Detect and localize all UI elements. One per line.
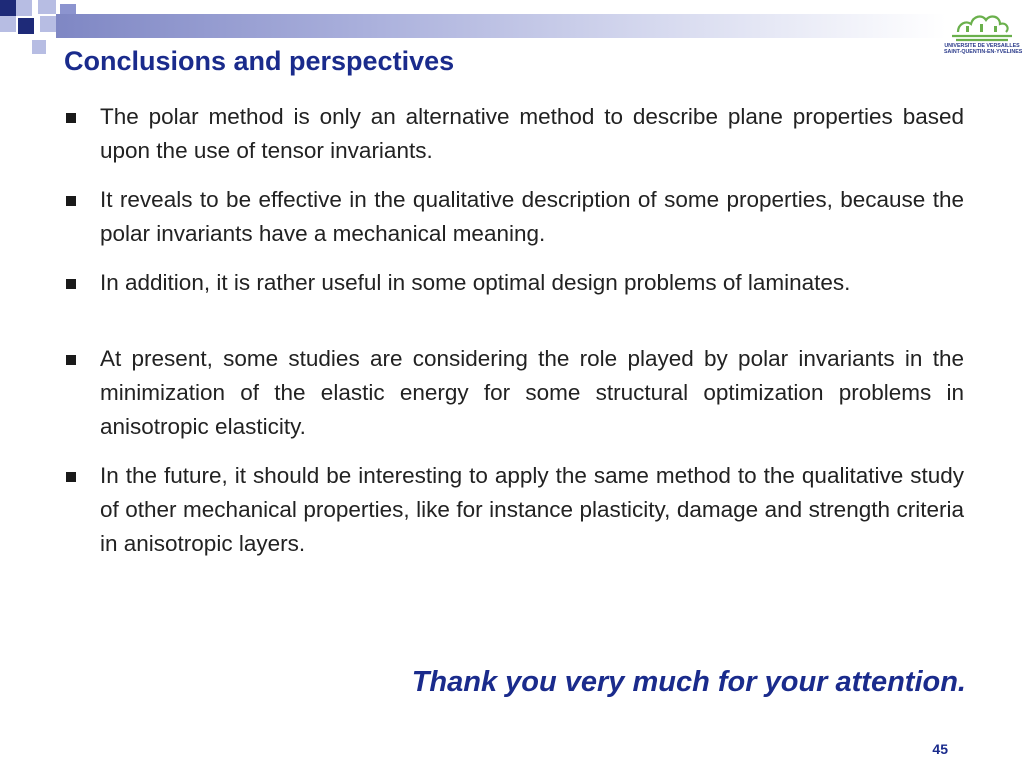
- bullet-item: [64, 100, 964, 168]
- closing-message: Thank you very much for your attention.: [411, 666, 966, 698]
- square-bullet-icon: [66, 196, 76, 206]
- slide-title: Conclusions and perspectives: [64, 46, 455, 76]
- bullet-text: In the future, it should be interesting to apply the same method to the qualitative study of other mechanical properties, like for instance plasticity, damage and strength criteria in anisotropic layers.: [100, 463, 964, 556]
- bullet-item: [64, 459, 964, 561]
- corner-square: [0, 0, 16, 16]
- header-band: [56, 14, 946, 38]
- bullet-item: [64, 342, 964, 444]
- bullet-list: [64, 100, 964, 576]
- logo-text-line1: UNIVERSITE DE VERSAILLES: [944, 43, 1020, 49]
- bullet-text: At present, some studies are considering the role played by polar invariants in the minimization of the elastic energy for some structural optimization problems in anisotropic elasticity.: [100, 346, 964, 439]
- square-bullet-icon: [66, 113, 76, 123]
- university-logo: [944, 2, 1023, 56]
- corner-square: [38, 0, 56, 14]
- corner-square: [0, 16, 16, 32]
- page-number: 45: [932, 741, 948, 757]
- corner-square: [40, 16, 56, 32]
- corner-square: [32, 40, 46, 54]
- bullet-text: In addition, it is rather useful in some optimal design problems of laminates.: [100, 270, 851, 295]
- logo-mark-icon: [944, 2, 1020, 42]
- square-bullet-icon: [66, 279, 76, 289]
- corner-square: [18, 18, 34, 34]
- logo-text-line2: SAINT-QUENTIN-EN-YVELINES: [944, 49, 1023, 55]
- square-bullet-icon: [66, 355, 76, 365]
- corner-square: [16, 0, 32, 16]
- bullet-text: The polar method is only an alternative method to describe plane properties based upon the use of tensor invariants.: [100, 104, 964, 163]
- bullet-item: [64, 183, 964, 251]
- bullet-item: [64, 266, 964, 300]
- bullet-text: It reveals to be effective in the qualitative description of some properties, because the polar invariants have a mechanical meaning.: [100, 187, 964, 246]
- square-bullet-icon: [66, 472, 76, 482]
